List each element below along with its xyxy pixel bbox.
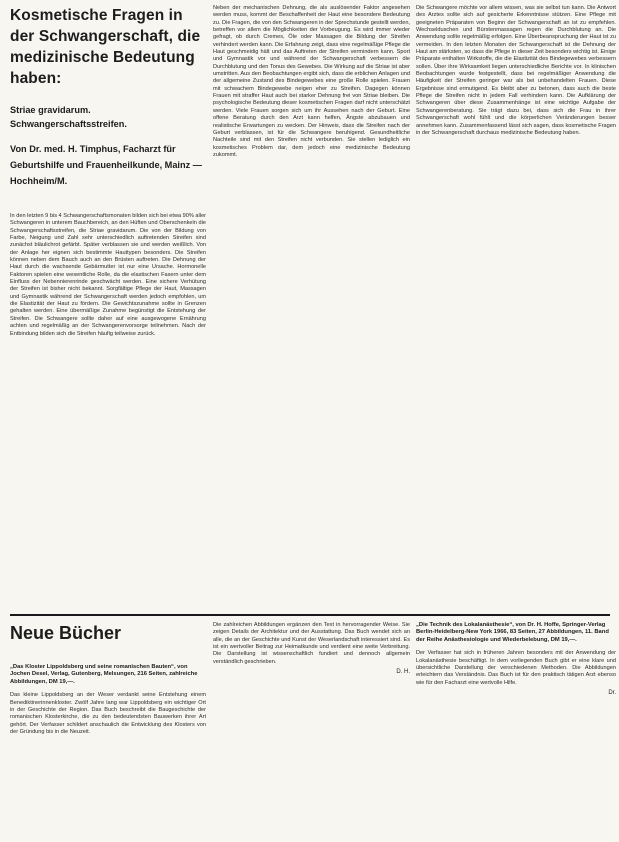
article-body-col2: Neben der mechanischen Dehnung, die als auslösender Faktor angesehen werden muss, kommt der Beschaffenheit der Haut eine besondere Bedeutung zu. Die Fragen, die von den Schwangeren in der Sprechstunde gestellt werden, betreffen vor allem die Möglichkeiten der Vorbeugung. Es wird immer wieder gefragt, ob durch Cremes, Öle oder Massagen die Bildung der Streifen verhindert werden kann. Die Erfahrung zeigt, dass eine regelmäßige Pflege die Haut geschmeidig hält und das Auftreten der Streifen vermindern kann. Sport und Gymnastik vor und während der Schwangerschaft verbessern die Durchblutung und den Tonus des Gewebes. Die Wirkung auf die Striae ist aber umstritten. Aus den Beobachtungen ergibt sich, dass die erblichen Anlagen und der allgemeine Zustand des Bindegewebes eine große Rolle spielen. Frauen mit schwachem Bindegewebe neigen eher zu Streifen. Dagegen können Frauen mit straffer Haut auch bei starker Dehnung frei von Striae bleiben. Die psychologische Bedeutung dieser kosmetischen Fragen darf nicht unterschätzt werden. Viele Frauen sorgen sich um ihr Aussehen nach der Geburt. Eine offene Beratung durch den Arzt kann helfen, Ängste abzubauen und realistische Erwartungen zu wecken. Der Hinweis, dass die Streifen nach der Geburt verblassen, ist für die Schwangere beruhigend. Gesundheitliche Nachteile sind mit den Streifen nicht verbunden. Sie stellen lediglich ein kosmetisches Problem dar, dem jedoch eine medizinische Bedeutung zukommt. bbox=[213, 5, 410, 158]
book-1-header: „Das Kloster Lippoldsberg und seine romanischen Bauten“, von Jochen Desel, Verlag, Gutenberg, Melsungen, 216 Seiten, zahlreiche Abbildungen, DM 19,—. bbox=[10, 664, 198, 685]
article-author: Von Dr. med. H. Timphus, Facharzt für Geburtshilfe und Frauenheilkunde, Mainz — Hochheim/M. bbox=[10, 144, 202, 186]
book-2-signature: D. H. bbox=[396, 669, 410, 676]
book-3-signature: Dr. bbox=[608, 689, 616, 696]
book-3-header: „Die Technik des Lokalanästhesie“, von Dr. H. Hoffe, Springer-Verlag Berlin-Heidelberg-New York 1966, 83 Seiten, 27 Abbildungen, 11. Band der Reihe Anästhesiologie und Wiederbelebung, DM 19,—. bbox=[416, 622, 609, 643]
books-column-3 bbox=[416, 622, 616, 838]
article-subtitle bbox=[10, 103, 206, 131]
books-column-1 bbox=[10, 622, 206, 838]
books-section-title: Neue Bücher bbox=[10, 623, 122, 643]
book-3-review: Der Verfasser hat sich in früheren Jahren besonders mit der Anwendung der Lokalanästhesie beschäftigt. In dem vorliegenden Buch gibt er eine klare und übersichtliche Darstellung der verschiedenen Methoden. Die Abbildungen erleichtern das Verständnis. Das Buch ist für den praktisch tätigen Arzt ebenso wie für den Facharzt eine wertvolle Hilfe. bbox=[416, 650, 616, 686]
books-column-2 bbox=[213, 622, 410, 838]
article-body-col1: In den letzten 9 bis 4 Schwangerschaftsmonaten bilden sich bei etwa 90% aller Schwangeren in unterem Bauchbereich, an den Hüften und Oberschenkeln die Schwangerschaftsstreifen, die Striae gravidarum. Die von der Bildung von Farbe, Neigung und Zahl sehr unterschiedlich auftretenden Streifen sind zunächst bläulichrot gefärbt. Später verblassen sie und werden weißlich. Von der Anlage her eignen sich bestimmte Hauttypen besonders. Die Streifen können neben dem Bauch auch an den Brüsten auftreten. Die Dehnung der Haut durch die wachsende Gebärmutter ist nur eine Ursache. Hormonelle Faktoren spielen eine wesentliche Rolle, da die elastischen Fasern unter dem Einfluss der Nebennierenrinde geschwächt werden. Eine sichere Verhütung der Streifen ist bisher nicht bekannt. Sorgfältige Pflege der Haut, Massagen und Gymnastik während der Schwangerschaft werden jedoch empfohlen, um die Elastizität der Haut zu fördern. Die Gewichtszunahme sollte in Grenzen gehalten werden. Eine übermäßige Zunahme begünstigt die Entstehung der Streifen. Die Schwangere sollte daher auf eine ausgewogene Ernährung achten und regelmäßig an der Schwangerenvorsorge teilnehmen. Nach der Entbindung bilden sich die Streifen häufig teilweise zurück. bbox=[10, 213, 206, 337]
article-subtitle-line-2: Schwangerschaftsstreifen. bbox=[10, 119, 127, 129]
article-subtitle-line-1: Striae gravidarum. bbox=[10, 105, 91, 115]
book-2-review: Die zahlreichen Abbildungen ergänzen den Text in hervorragender Weise. Sie zeigen Details der Architektur und der Ausstattung. Das Buch wendet sich an alle, die an der Geschichte und Kunst der Weserlandschaft interessiert sind. Es ist ein wertvoller Beitrag zur Heimatkunde und verdient eine weite Verbreitung. Die Darstellung ist wissenschaftlich fundiert und dennoch allgemein verständlich geschrieben. bbox=[213, 622, 410, 665]
article-body-col3: Die Schwangere möchte vor allem wissen, was sie selbst tun kann. Die Antwort des Arztes sollte sich auf gesicherte Erkenntnisse stützen. Eine Pflege mit geeigneten Präparaten von Beginn der Schwangerschaft an ist zu empfehlen. Wechselduschen und Bürstenmassagen regen die Durchblutung an. Die Anwendung sollte regelmäßig erfolgen. Eine Überbeanspruchung der Haut ist zu vermeiden. In den letzten Monaten der Schwangerschaft ist die Dehnung der Haut am stärksten, so dass die Pflege in dieser Zeit besonders wichtig ist. Einige Präparate enthalten Wirkstoffe, die die Elastizität des Bindegewebes verbessern sollen. Über ihre Wirksamkeit liegen unterschiedliche Berichte vor. In klinischen Beobachtungen wurde festgestellt, dass bei regelmäßiger Anwendung die Häufigkeit der Streifen geringer war als bei unbehandelten Frauen. Diese Ergebnisse sind ermutigend. Es bleibt aber zu betonen, dass auch die beste Pflege die Streifen nicht in jedem Fall verhindern kann. Die Aufklärung der Schwangeren über diese Zusammenhänge ist eine wichtige Aufgabe der Schwangerenberatung. Sie trägt dazu bei, dass sich die Frau in ihrer Schwangerschaft wohl fühlt und die körperlichen Veränderungen besser annehmen kann. Zusammenfassend lässt sich sagen, dass kosmetische Fragen in der Schwangerschaft durchaus medizinische Bedeutung haben. bbox=[416, 5, 616, 136]
section-divider bbox=[10, 614, 610, 616]
article-column-1 bbox=[10, 5, 206, 609]
book-1-review: Das kleine Lippoldsberg an der Weser verdankt seine Entstehung einem Benediktinerinnenkloster. Zwölf Jahre lang war Lippoldsberg ein wichtiger Ort in der Geschichte der Region. Das Buch beschreibt die Baugeschichte der romanischen Klosterkirche, die zu den bedeutendsten Bauwerken ihrer Art gehört. Der Verfasser schildert anschaulich die Entwicklung des Klosters von der Gründung bis in die Neuzeit. bbox=[10, 692, 206, 735]
article-column-3 bbox=[416, 5, 616, 609]
article-title: Kosmetische Fragen in der Schwangerschaft, die medizinische Bedeutung haben: bbox=[10, 7, 201, 87]
article-column-2 bbox=[213, 5, 410, 609]
